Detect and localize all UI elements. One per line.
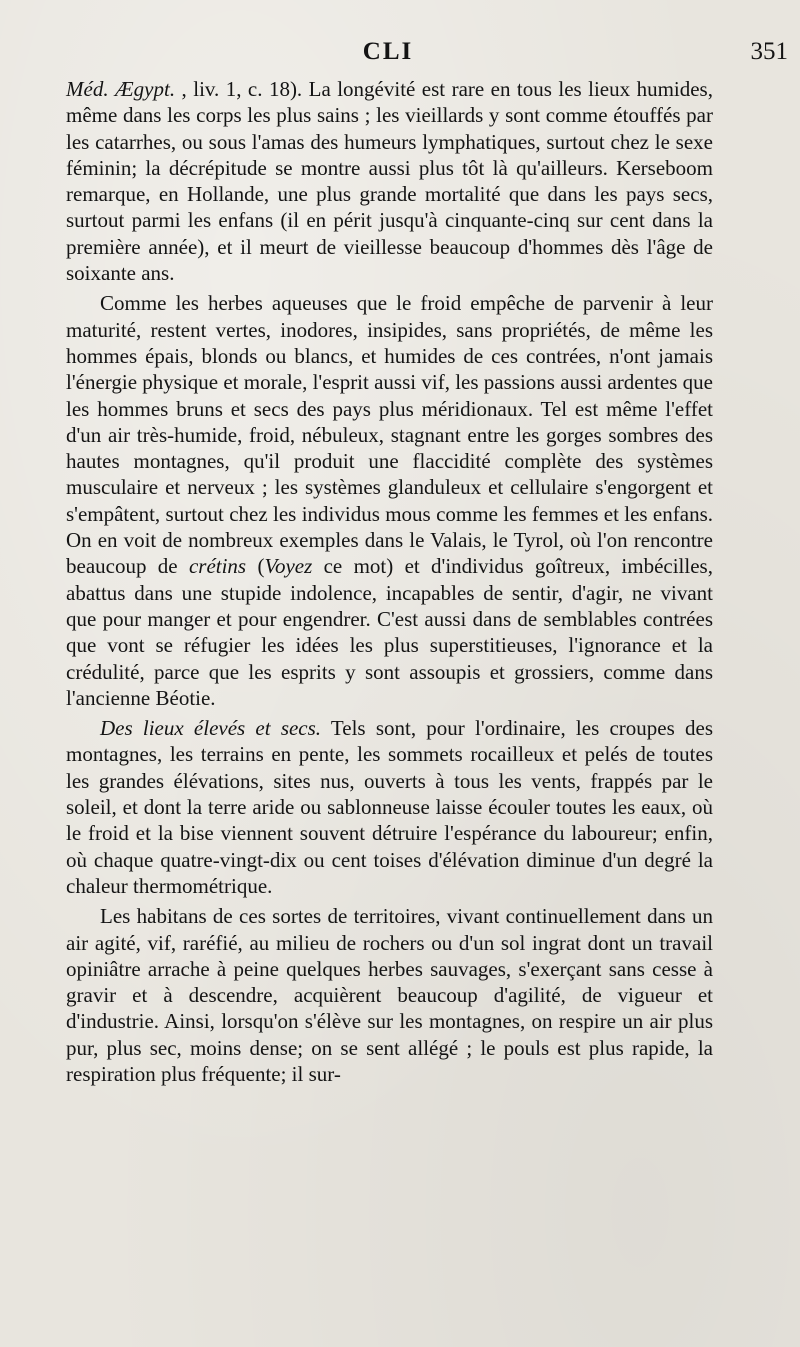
body-text (66, 76, 713, 1087)
paragraph (66, 903, 713, 1087)
text-segment: ( (246, 554, 265, 579)
running-head: CLI (362, 38, 414, 65)
text-segment: ce mot) et d'individus goîtreux, imbécilles, abattus dans une stupide indolence, incapables de sentir, d'agir, ne vivant que pour manger et pour engendrer. C'est aussi dans de semblables contrées que vont se réfugier les idées les plus superstitieuses, l'ignorance et la crédulité, parce que les esprits y sont assoupis et grossiers, comme dans l'ancienne Béotie. (66, 554, 713, 710)
text-segment: Tels sont, pour l'ordinaire, les croupes des montagnes, les terrains en pente, les sommets rocailleux et pelés de toutes les grandes élévations, sites nus, ouverts à tous les vents, frappés par le soleil, et dont la terre aride ou sablonneuse laisse écouler toutes les eaux, où le froid et la bise viennent souvent détruire l'espérance du laboureur; enfin, où chaque quatre-vingt-dix ou cent toises d'élévation diminue d'un degré la chaleur thermométrique. (66, 716, 713, 898)
page-header (66, 38, 788, 78)
page-number: 351 (750, 38, 788, 65)
text-segment-italic: Méd. Ægypt. (66, 77, 176, 101)
text-segment-italic: Voyez (264, 554, 313, 579)
text-segment-italic: crétins (188, 554, 247, 579)
paragraph (66, 290, 713, 711)
paragraph-continuation (66, 76, 713, 286)
text-segment: Comme les herbes aqueuses que le froid empêche de parvenir à leur maturité, restent vertes, inodores, insipides, sans propriétés, de même les hommes épais, blonds ou blancs, et humides de ces contrées, n'ont jamais l'énergie physique et morale, l'esprit aussi vif, les passions aussi ardentes que les hommes bruns et secs des pays plus méridionaux. Tel est même l'effet d'un air très-humide, froid, nébuleux, stagnant entre les gorges sombres des hautes montagnes, qu'il produit une flaccidité complète des systèmes musculaire et nerveux ; les systèmes glanduleux et cellulaire s'engorgent et s'empâtent, surtout chez les individus mous comme les femmes et les enfans. On en voit de nombreux exemples dans le Valais, le Tyrol, où l'on rencontre beaucoup de (66, 291, 713, 579)
text-segment: , liv. 1, c. 18). La longévité est rare en tous les lieux humides, même dans les corps les plus sains ; les vieillards y sont comme étouffés par les catarrhes, ou sous l'amas des humeurs lymphatiques, surtout chez le sexe féminin; la décrépitude se montre aussi plus tôt là qu'ailleurs. Kerseboom remarque, en Hollande, une plus grande mortalité que dans les pays secs, surtout parmi les enfans (il en périt jusqu'à cinquante-cinq sur cent dans la première année), et il meurt de vieillesse beaucoup d'hommes dès l'âge de soixante ans. (66, 77, 713, 286)
text-segment: Les habitans de ces sortes de territoires, vivant continuellement dans un air agité, vif, raréfié, au milieu de rochers ou d'un sol ingrat dont un travail opiniâtre arrache à peine quelques herbes sauvages, s'exerçant sans cesse à gravir et à descendre, acquièrent beaucoup d'agilité, de vigueur et d'industrie. Ainsi, lorsqu'on s'élève sur les montagnes, on respire un air plus pur, plus sec, moins dense; on se sent allégé ; le pouls est plus rapide, la respiration plus fréquente; il sur- (66, 904, 713, 1086)
section-heading-italic: Des lieux élevés et secs. (100, 716, 322, 741)
paragraph-section-heading (66, 715, 713, 899)
